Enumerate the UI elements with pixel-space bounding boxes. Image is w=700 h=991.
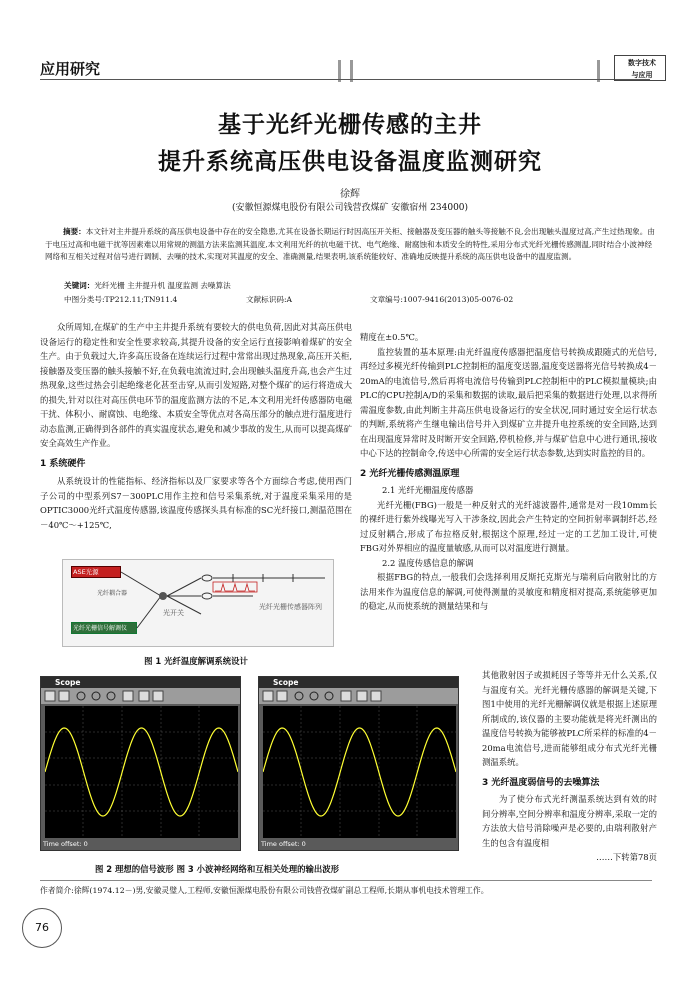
clc-number: 中图分类号:TP212.11;TN911.4	[64, 295, 178, 304]
intro-paragraph: 众所周知,在煤矿的生产中主井提升系统有要较大的供电负荷,因此对其高压供电设备运行的稳定性和安全性要求较高,其提升设备的安全运行直接影响着煤矿的安全生产。由于负载过大,许多高压设备在连续运行过程中常常出现过热现象,高压开关柜,接触器及变压器的触头接触不好,在负载电流流过时,会出现触头温度升高,也会产生过热现象,这些过热会引起绝缘老化甚至击穿,从而引发短路,对整个煤矿的运行将造成大的损失,针对以往对高压供电环节的温度监测方法的不足,本文利用光纤传感器防电磁干扰、体积小、耐腐蚀、电绝缘、本质安全等优点对各高压部分的触点进行温度进行动态监测,正确得到各部件的真实温度状态,避免和减少事故的发生,从而可以提高煤矿安全高效生产作业。	[40, 322, 352, 448]
left-column	[40, 320, 352, 532]
scope-window-processed	[258, 676, 459, 851]
keywords	[64, 280, 231, 291]
section-1-heading: 1 系统硬件	[40, 458, 86, 469]
array-label: 光纤光栅传感器阵列	[259, 603, 322, 611]
section-2-1-paragraph: 光纤光栅(FBG)一般是一种反射式的光纤滤波器件,通常是对一段10mm长的裸纤进行紫外线曝光写入干涉条纹,因此会产生特定的空间折射率调制纤芯,经过反射耦合,形成了布拉格反射,根据这个原理,经过一定的工艺加工设计,可使FBG对外界相应的温度量敏感,从而可以对温度进行测量。	[360, 499, 657, 553]
figure-2-3-caption: 图 2 理想的信号波形 图 3 小波神经网络和互相关处理的输出波形	[95, 864, 339, 874]
section-2-2-heading: 2.2 温度传感信息的解调	[382, 557, 474, 568]
abstract-label: 摘要：	[63, 227, 86, 236]
processed-sine-waveform	[263, 706, 456, 838]
scope-toolbar	[259, 688, 458, 704]
author-name: 徐辉	[340, 189, 360, 200]
right-column	[360, 330, 657, 614]
scope-toolbar-icons	[41, 688, 242, 704]
time-offset-label: Time offset: 0	[261, 840, 306, 848]
title-line-1: 基于光纤光栅传感的主井	[218, 112, 482, 138]
section-2-2-paragraph-a: 根据FBG的特点,一般我们会选择利用反斯托克斯光与瑞利后向散射比的方法用来作为温度信息的解调,可使得测量的灵敏度和精度相对提高,系统能够更加的稳定,从而使系统的测量结果和与	[360, 572, 657, 611]
document-code: 文献标识码:A	[246, 295, 293, 304]
journal-logo: 数字技术 与应用	[614, 55, 666, 81]
section-2-2-paragraph-b: 其他散射因子或损耗因子等等并无什么关系,仅与温度有关。光纤光栅传感器的解调是关键,下图1中使用的光纤光栅解调仪就是根据上述原理所制成的,该仪器的主要功能就是将光纤测出的温度信号转换为能够被PLC所采样的标准的4－20ma电流信号,进而能够组成分布式光纤光栅测温系统。	[482, 670, 657, 767]
keywords-text: 光纤光栅 主井提升机 温度监测 去噪算法	[94, 281, 231, 290]
scope-plot-area	[263, 706, 456, 838]
abstract-text: 本文针对主井提升系统的高压供电设备中存在的安全隐患,尤其在设备长期运行时因高压开关柜、接触器及变压器的触头等接触不良,会出现触头温度过高,产生过热现象。由于电压过高和电磁干扰等因素难以用常规的测温方法来监测其温度,本文利用光纤的抗电磁干扰、电气绝缘、耐腐蚀和本质安全的特性,采用分布式光纤光栅传感测温,同时结合小波神经网络和互相关过程对信号进行调制、去噪的技术,实现对其温度的安全、准确测量,结果表明,该系统能较好、准确地反映提升系统的高压供电设备中的温度监测。	[45, 227, 655, 261]
switch-label: 光开关	[163, 609, 184, 617]
monitoring-principle-paragraph: 监控装置的基本原理:由光纤温度传感器把温度信号转换成跟随式的光信号,再经过多模光纤传输到PLC控制柜的温度变送器,温度变送器将光信号转换成4－20mA的电流信号,然后再将电流信号传输到PLC控制柜中的PLC模拟量模块;由PLC的CPU控制A/D的采集和数据的读取,最后把采集的数据进行处理,以求得所需温度参数,由此判断主井高压供电设备运行的安全状况,同时通过安全运行状态的判断,系统将产生继电输出信号并入到煤矿立井提升电控系统的安全回路,达到在出现温度异常时及时断开安全回路,停机检修,并与煤矿信息中心进行通讯,接收中心下达的控制命令,传送中心所需的安全运行状态参数,达到实时监控的目的。	[360, 346, 657, 458]
title-line-2: 提升系统高压供电设备温度监测研究	[158, 149, 542, 175]
ase-label: ASE光源	[73, 568, 99, 576]
header-rule	[40, 79, 650, 80]
article-number: 文章编号:1007-9416(2013)05-0076-02	[370, 295, 514, 304]
scope-title: Scope	[41, 677, 240, 688]
coupler-label: 光纤耦合器	[97, 590, 128, 597]
time-offset-label: Time offset: 0	[43, 840, 88, 848]
scope-title: Scope	[259, 677, 458, 688]
section-2-heading: 2 光纤光栅传感测温原理	[360, 468, 460, 479]
demodulator-label: 光纤光栅信号解调仪	[73, 625, 128, 632]
section-3-heading: 3 光纤温度弱信号的去噪算法	[482, 777, 600, 788]
scope-toolbar-icons	[259, 688, 460, 704]
author-note: 作者简介:徐辉(1974.12－)男,安徽灵璧人,工程师,安徽恒源煤电股份有限公司钱营孜煤矿副总工程师,长期从事机电技术管理工作。	[40, 886, 489, 895]
affiliation: (安徽恒源煤电股份有限公司钱营孜煤矿 安徽宿州 234000)	[231, 203, 469, 213]
figure-1-wiring	[63, 560, 335, 648]
right-column-wrap	[482, 668, 657, 865]
abstract	[45, 226, 655, 264]
continued-note: ……下转第78页	[596, 852, 657, 862]
precision-text: 精度在±0.5℃。	[360, 332, 424, 342]
section-2-1-heading: 2.1 光纤光栅温度传感器	[382, 485, 474, 495]
footnote-rule	[40, 880, 652, 881]
scope-window-ideal	[40, 676, 241, 851]
section-label: 应用研究	[40, 60, 101, 78]
page-number: 76	[35, 921, 49, 934]
figure-1-caption: 图 1 光纤温度解调系统设计	[144, 656, 248, 666]
ideal-sine-waveform	[45, 706, 238, 838]
figure-1-diagram	[62, 559, 334, 647]
scope-plot-area	[45, 706, 238, 838]
section-3-paragraph: 为了使分布式光纤测温系统达到有效的时间分辨率,空间分辨率和温度分辨率,采取一定的方法放大信号消除噪声是必要的,由瑞利散射产生的包含有温度相	[482, 794, 657, 848]
section-1-paragraph: 从系统设计的性能指标、经济指标以及厂家要求等各个方面综合考虑,使用西门子公司的中型系列S7－300PLC用作主控和信号采集系统,对于温度采集采用的是OPTIC3000光纤式温度传感器,该温度传感探头具有标准的SC光纤接口,测温范围在－40℃～+125℃,	[40, 476, 352, 530]
scope-toolbar	[41, 688, 240, 704]
keywords-label: 关键词：	[64, 281, 95, 290]
